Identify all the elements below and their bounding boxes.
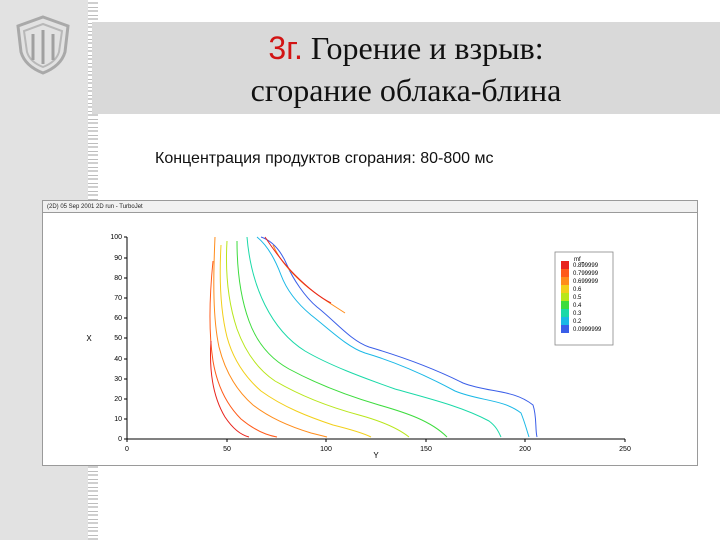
legend-swatch [561,301,569,309]
y-tick-label: 50 [114,335,122,342]
legend-label: 0.4 [573,303,582,309]
y-tick-label: 20 [114,396,122,403]
legend-swatch [561,277,569,285]
x-tick-label: 0 [125,446,129,453]
legend-label: 0.6 [573,287,582,293]
y-tick-label: 80 [114,275,122,282]
y-tick-label: 60 [114,315,122,322]
slide-number: 3г. [268,30,303,66]
y-tick-label: 40 [114,356,122,363]
legend-swatch [561,293,569,301]
contour-line [220,245,371,437]
legend-label: 0.799999 [573,271,599,277]
legend-title: mf_ [574,257,585,263]
contour-line [261,237,537,437]
slide-title-line1 [92,30,720,67]
contour-plot-frame [42,200,698,466]
legend-swatch [561,285,569,293]
legend-label: 0.899999 [573,263,599,269]
y-tick-label: 30 [114,376,122,383]
contour-line [265,237,331,303]
x-tick-label: 150 [420,446,432,453]
y-tick-label: 100 [110,234,122,241]
x-tick-label: 250 [619,446,631,453]
legend-label: 0.2 [573,319,582,325]
contour-lines [210,237,537,437]
title-band [92,22,720,114]
slide-title-text: Горение и взрыв: [310,30,544,66]
legend-swatch [561,261,569,269]
plot-header-bar: (2D) 05 Sep 2001 2D run - TurboJet [43,201,697,213]
contour-plot [43,201,699,467]
slide-title-line2: сгорание облака-блина [250,72,562,108]
x-tick-label: 200 [519,446,531,453]
y-tick-label: 70 [114,295,122,302]
legend-label: 0.0999999 [573,327,602,333]
y-tick-label: 10 [114,416,122,423]
x-axis-label: Y [373,451,379,460]
legend-label: 0.3 [573,311,582,317]
contour-line [211,341,249,437]
legend-swatch [561,317,569,325]
contour-line [257,237,529,437]
contour-line [226,241,409,437]
legend [555,252,613,345]
legend-swatch [561,325,569,333]
legend-swatch [561,309,569,317]
contour-line [237,241,447,437]
x-tick-label: 100 [320,446,332,453]
legend-swatch [561,269,569,277]
contour-line [273,245,345,313]
emblem-logo [12,14,74,76]
x-tick-label: 50 [223,446,231,453]
y-tick-label: 0 [118,436,122,443]
y-tick-label: 90 [114,255,122,262]
legend-label: 0.699999 [573,279,599,285]
legend-label: 0.5 [573,295,582,301]
slide-subtitle: Концентрация продуктов сгорания: 80-800 мс [155,150,494,167]
contour-line [247,237,501,437]
y-axis-label: X [86,334,92,343]
